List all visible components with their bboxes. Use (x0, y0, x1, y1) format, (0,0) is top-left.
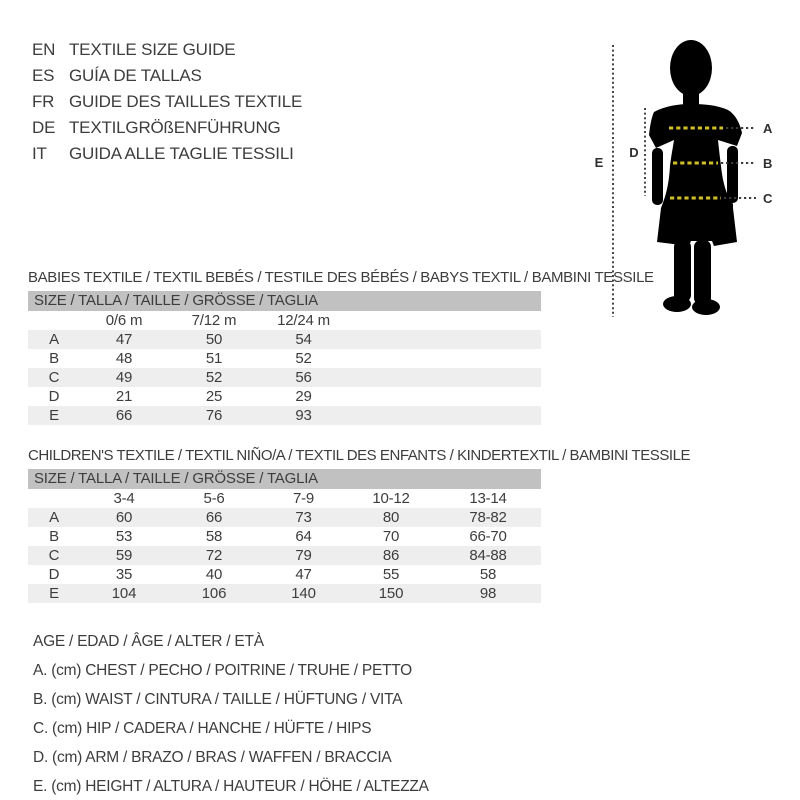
table-row (28, 330, 541, 349)
lang-row-es (32, 63, 302, 89)
measure-label-e: E (594, 155, 604, 170)
babies-section-title: BABIES TEXTILE / TEXTIL BEBÉS / TESTILE DES BÉBÉS / BABYS TEXTIL / BAMBINI TESSILE (28, 269, 654, 286)
lang-code: DE (32, 118, 56, 137)
lang-code: FR (32, 92, 55, 111)
cell: 106 (168, 584, 260, 603)
cell: 78-82 (435, 508, 541, 527)
cell: 49 (80, 368, 168, 387)
cell: 140 (260, 584, 347, 603)
lang-code: ES (32, 66, 55, 85)
babies-size-table (28, 291, 541, 425)
lang-label: TEXTILGRÖßENFÜHRUNG (69, 118, 281, 137)
cell: 98 (435, 584, 541, 603)
row-label: A (28, 330, 80, 349)
cell: 48 (115, 350, 133, 367)
cell: 93 (260, 406, 347, 425)
column-header-row (28, 489, 541, 508)
legend-line-waist: B. (cm) WAIST / CINTURA / TAILLE / HÜFTUNG / VITA (33, 691, 403, 708)
cell: 47 (80, 330, 168, 349)
row-label: C (28, 546, 80, 565)
table-row (28, 387, 541, 406)
table-row (28, 508, 541, 527)
cell: 25 (205, 388, 223, 405)
column-header: 5-6 (203, 490, 225, 507)
cell: 40 (205, 566, 223, 583)
cell: 66 (168, 508, 260, 527)
cell: 35 (115, 566, 133, 583)
cell: 84-88 (435, 546, 541, 565)
cell: 104 (80, 584, 168, 603)
size-header-label: SIZE / TALLA / TAILLE / GRÖSSE / TAGLIA (28, 291, 541, 311)
column-header: 10-12 (372, 490, 410, 507)
children-section-title: CHILDREN'S TEXTILE / TEXTIL NIÑO/A / TEXTIL DES ENFANTS / KINDERTEXTIL / BAMBINI TESSILE (28, 447, 691, 464)
cell: 21 (115, 388, 133, 405)
lang-label: TEXTILE SIZE GUIDE (69, 40, 236, 59)
cell: 60 (80, 508, 168, 527)
measure-label-b: B (763, 156, 773, 171)
table-header-bar (28, 469, 541, 489)
column-header-row (28, 311, 541, 330)
cell: 53 (115, 528, 133, 545)
lang-label: GUIDE DES TAILLES TEXTILE (69, 92, 303, 111)
column-header: 13-14 (469, 490, 507, 507)
row-label: D (48, 566, 60, 583)
lang-row-fr (32, 89, 302, 115)
cell: 29 (295, 388, 312, 405)
cell: 79 (260, 546, 347, 565)
column-header: 7-9 (292, 490, 315, 507)
row-label: E (28, 584, 80, 603)
child-silhouette-icon (649, 40, 742, 315)
table-row (28, 565, 541, 584)
lang-row-de (32, 115, 302, 141)
cell: 66 (80, 406, 168, 425)
table-row (28, 406, 541, 425)
cell: 47 (295, 566, 312, 583)
lang-label: GUÍA DE TALLAS (69, 66, 202, 85)
cell: 51 (205, 350, 223, 367)
row-label: B (49, 528, 59, 545)
legend-line-age: AGE / EDAD / ÂGE / ALTER / ETÀ (33, 633, 264, 650)
cell: 66-70 (469, 528, 507, 545)
table-row (28, 546, 541, 565)
lang-row-it (32, 141, 302, 167)
row-label: B (49, 350, 59, 367)
legend-line-hip: C. (cm) HIP / CADERA / HANCHE / HÜFTE / HIPS (33, 720, 372, 737)
cell: 59 (80, 546, 168, 565)
lang-code: EN (32, 40, 56, 59)
table-row (28, 584, 541, 603)
legend-line-arm: D. (cm) ARM / BRAZO / BRAS / WAFFEN / BRACCIA (33, 749, 392, 766)
table-row (28, 349, 541, 368)
lang-label: GUIDA ALLE TAGLIE TESSILI (69, 144, 294, 163)
cell: 52 (295, 350, 312, 367)
measure-label-d: D (629, 145, 639, 160)
legend-line-height: E. (cm) HEIGHT / ALTURA / HAUTEUR / HÖHE / ALTEZZA (33, 778, 429, 795)
cell: 58 (205, 528, 223, 545)
row-label: A (28, 508, 80, 527)
cell: 56 (260, 368, 347, 387)
cell: 73 (260, 508, 347, 527)
table-header-bar (28, 291, 541, 311)
legend-line-chest: A. (cm) CHEST / PECHO / POITRINE / TRUHE / PETTO (33, 662, 412, 679)
column-header: 7/12 m (191, 312, 237, 329)
row-label: D (48, 388, 60, 405)
cell: 55 (382, 566, 400, 583)
column-header: 0/6 m (105, 312, 143, 329)
cell: 58 (479, 566, 497, 583)
measure-label-a: A (763, 121, 773, 136)
size-header-label: SIZE / TALLA / TAILLE / GRÖSSE / TAGLIA (28, 469, 541, 489)
table-row (28, 368, 541, 387)
row-label: C (28, 368, 80, 387)
table-row (28, 527, 541, 546)
cell: 54 (260, 330, 347, 349)
column-header: 3-4 (113, 490, 135, 507)
cell: 86 (347, 546, 435, 565)
measurement-legend (33, 627, 429, 800)
lang-row-en (32, 37, 302, 63)
measure-label-c: C (763, 191, 773, 206)
cell: 64 (295, 528, 312, 545)
language-title-list (32, 37, 302, 167)
row-label: E (28, 406, 80, 425)
children-size-table (28, 469, 541, 603)
cell: 52 (168, 368, 260, 387)
column-header: 12/24 m (277, 312, 330, 329)
cell: 76 (168, 406, 260, 425)
cell: 72 (168, 546, 260, 565)
cell: 150 (347, 584, 435, 603)
cell: 70 (382, 528, 400, 545)
cell: 50 (168, 330, 260, 349)
cell: 80 (347, 508, 435, 527)
lang-code: IT (32, 144, 47, 163)
